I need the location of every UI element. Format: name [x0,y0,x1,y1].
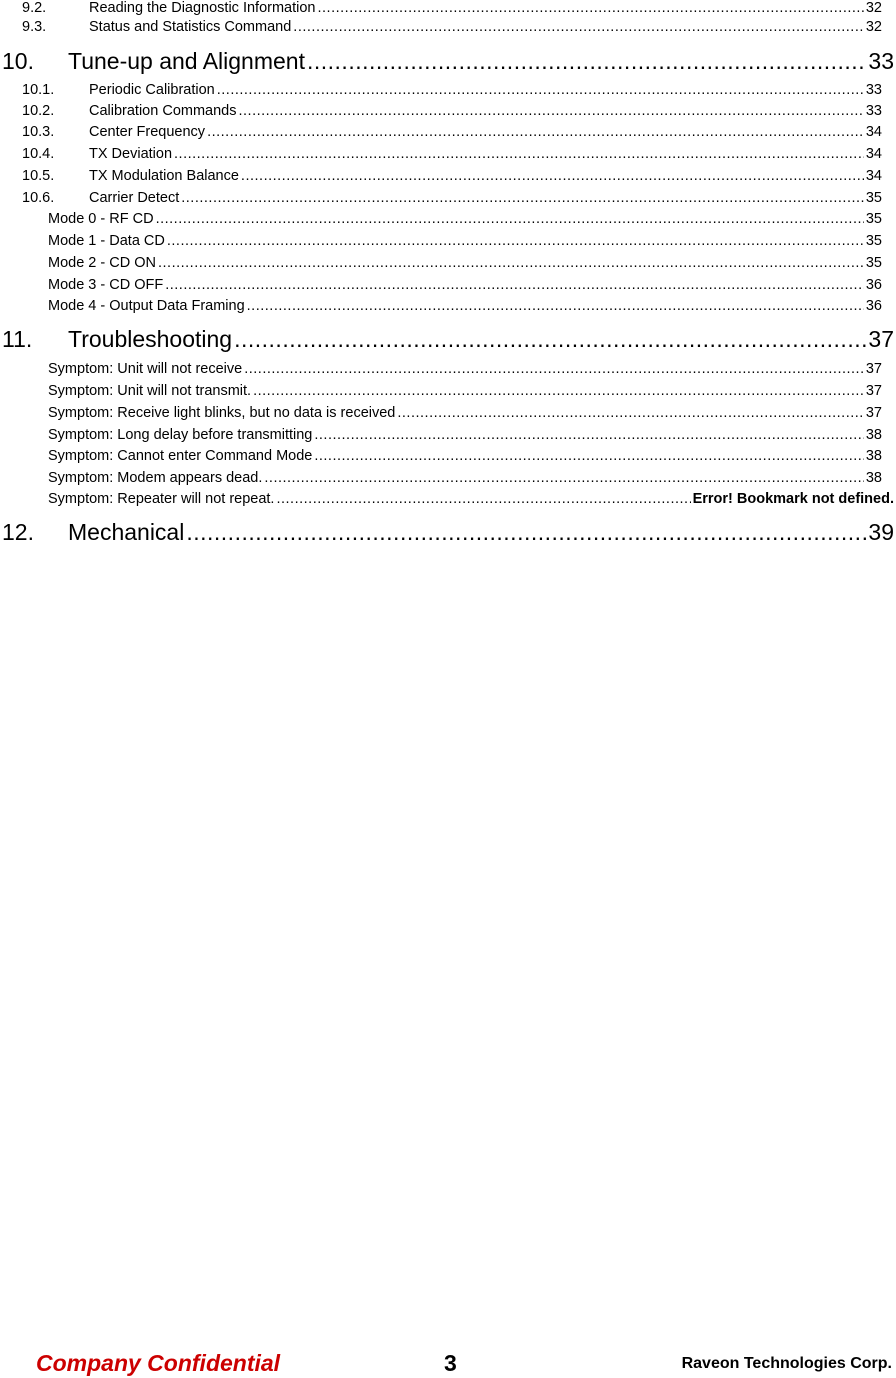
toc-title: Symptom: Repeater will not repeat. [48,491,275,507]
toc-number: 10. [2,48,34,74]
toc-subentry[interactable] [48,361,882,379]
toc-page: 37 [865,361,882,377]
toc-number: 10.4. [22,146,55,162]
dot-leader [165,277,864,293]
toc-title: Symptom: Modem appears dead. [48,470,263,486]
dot-leader [264,470,863,486]
toc-title: Reading the Diagnostic Information [89,0,316,16]
toc-title: Status and Statistics Command [89,19,292,35]
dot-leader [174,146,864,162]
toc-entry[interactable] [22,146,882,164]
toc-number: 10.5. [22,168,55,184]
toc-page: 34 [865,124,882,140]
toc-entry[interactable] [22,0,882,18]
toc-chapter[interactable] [2,326,894,354]
dot-leader [241,168,864,184]
dot-leader [186,519,866,546]
dot-leader [217,82,864,98]
toc-page: 38 [865,427,882,443]
toc-page: 33 [865,82,882,98]
toc-title: Periodic Calibration [89,82,215,98]
toc-number: 10.3. [22,124,55,140]
toc-page: 34 [865,146,882,162]
toc-title: Symptom: Receive light blinks, but no data is received [48,405,396,421]
toc-page: 37 [868,326,894,352]
toc-title: Center Frequency [89,124,206,140]
toc-title: Mode 0 - RF CD [48,211,154,227]
toc-page: 35 [865,255,882,271]
toc-entry[interactable] [22,124,882,142]
dot-leader [207,124,864,140]
toc-page: 39 [868,519,894,545]
dot-leader [167,233,864,249]
dot-leader [314,448,864,464]
toc-subentry[interactable] [48,383,882,401]
toc-chapter[interactable] [2,519,894,547]
toc-entry[interactable] [22,190,882,208]
toc-number: 10.2. [22,103,55,119]
toc-subentry[interactable] [48,405,882,423]
dot-leader [293,19,864,35]
page-number: 3 [444,1350,457,1376]
toc-page-error: Error! Bookmark not defined. [692,491,894,507]
toc-title: Symptom: Unit will not transmit. [48,383,252,399]
toc-subentry[interactable] [48,470,882,488]
toc-subentry[interactable] [48,211,882,229]
toc-page: 35 [865,233,882,249]
toc-title: Symptom: Unit will not receive [48,361,243,377]
confidential-label: Company Confidential [36,1350,281,1376]
toc-title: Mode 4 - Output Data Framing [48,298,245,314]
company-name: Raveon Technologies Corp. [681,1355,892,1372]
toc-page: 37 [865,383,882,399]
toc-page: 32 [865,19,882,35]
toc-number: 10.1. [22,82,55,98]
toc-subentry[interactable] [48,448,882,466]
dot-leader [238,103,863,119]
toc-page: 34 [865,168,882,184]
toc-subentry[interactable] [48,233,882,251]
toc-number: 9.3. [22,19,47,35]
dot-leader [253,383,864,399]
toc-title: Symptom: Cannot enter Command Mode [48,448,313,464]
dot-leader [247,298,864,314]
toc-page: 36 [865,298,882,314]
page-footer [0,1350,896,1378]
toc-title: TX Deviation [89,146,173,162]
toc-entry[interactable] [22,82,882,100]
dot-leader [158,255,864,271]
toc-entry[interactable] [22,103,882,121]
toc-page: 33 [865,103,882,119]
toc-title: TX Modulation Balance [89,168,239,184]
toc-page: 38 [865,470,882,486]
toc-entry[interactable] [22,19,882,37]
toc-title: Mode 3 - CD OFF [48,277,164,293]
toc-title: Tune-up and Alignment [68,48,305,74]
toc-title: Symptom: Long delay before transmitting [48,427,313,443]
toc-number: 12. [2,519,34,545]
toc-page: 33 [868,48,894,74]
toc-page: 32 [865,0,882,16]
dot-leader [314,427,864,443]
toc-title: Mechanical [68,519,185,545]
toc-number: 11. [2,326,33,352]
toc-subentry[interactable] [48,491,894,509]
toc-number: 10.6. [22,190,55,206]
toc-title: Troubleshooting [68,326,233,352]
toc-chapter[interactable] [2,48,894,76]
dot-leader [156,211,864,227]
toc-entry[interactable] [22,168,882,186]
toc-number: 9.2. [22,0,47,16]
toc-subentry[interactable] [48,277,882,295]
toc-title: Carrier Detect [89,190,180,206]
toc-title: Mode 1 - Data CD [48,233,165,249]
dot-leader [234,326,866,353]
toc-page: 38 [865,448,882,464]
dot-leader [307,48,866,75]
toc-subentry[interactable] [48,427,882,445]
dot-leader [276,491,690,507]
toc-page: 36 [865,277,882,293]
toc-page: 35 [865,190,882,206]
toc-subentry[interactable] [48,298,882,316]
toc-title: Mode 2 - CD ON [48,255,156,271]
dot-leader [318,0,864,16]
dot-leader [397,405,863,421]
toc-title: Calibration Commands [89,103,237,119]
dot-leader [181,190,864,206]
toc-subentry[interactable] [48,255,882,273]
toc-page: 35 [865,211,882,227]
toc-page: 37 [865,405,882,421]
dot-leader [244,361,864,377]
